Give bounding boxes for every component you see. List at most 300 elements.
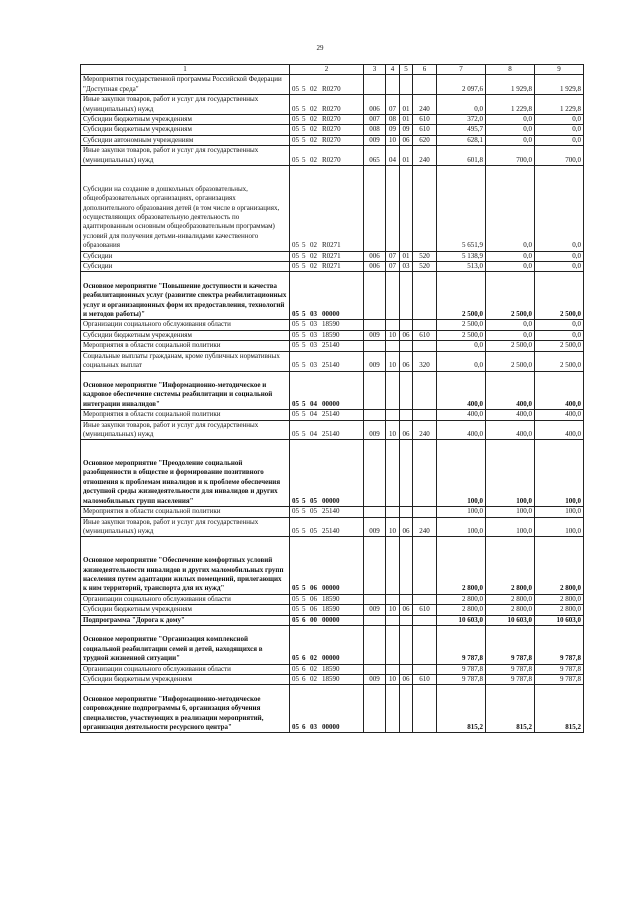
code-part: R0271 [322, 241, 341, 250]
amount-col8: 100,0 [486, 507, 535, 517]
subsection-code [400, 341, 413, 351]
target-article-code [290, 664, 364, 674]
section-code: 10 [386, 605, 400, 615]
code-part: 03 [310, 722, 317, 731]
amount-col9: 1 929,8 [535, 75, 584, 95]
code-part: 05 [292, 496, 299, 505]
table-row [81, 420, 584, 440]
grbs-code [364, 410, 386, 420]
row-name: Иные закупки товаров, работ и услуг для государственных (муниципальных) нужд [81, 95, 290, 115]
expense-type-code [413, 685, 437, 733]
code-part: 03 [310, 361, 317, 370]
table-row [81, 75, 584, 95]
code-part: 5 [302, 526, 306, 535]
code-part: 04 [310, 399, 317, 408]
row-name: Иные закупки товаров, работ и услуг для государственных (муниципальных) нужд [81, 517, 290, 537]
amount-col8: 9 787,8 [486, 625, 535, 664]
amount-col7: 0,0 [437, 95, 486, 115]
row-name: Субсидии на создание в дошкольных образовательных, общеобразовательных организациях, организациях дополнительного образования детей (в том числе в организациях, осуществляющих образовательную деятельность по адаптированным основным общеобразовательным программам) условий для получения детьми-инвалидами качественного образования [81, 166, 290, 252]
amount-col9: 9 787,8 [535, 625, 584, 664]
expense-type-code: 320 [413, 351, 437, 371]
code-part: 05 [310, 507, 317, 516]
target-article-code [290, 605, 364, 615]
code-part: 00000 [322, 615, 340, 624]
amount-col9: 0,0 [535, 115, 584, 125]
amount-col7: 0,0 [437, 341, 486, 351]
expense-type-code: 520 [413, 262, 437, 272]
amount-col9: 0,0 [535, 135, 584, 145]
code-part: 05 [292, 615, 299, 624]
amount-col7: 400,0 [437, 420, 486, 440]
code-part: 04 [310, 429, 317, 438]
amount-col9: 9 787,8 [535, 664, 584, 674]
amount-col8: 400,0 [486, 410, 535, 420]
code-part: 25140 [322, 361, 340, 370]
amount-col7: 100,0 [437, 440, 486, 507]
expense-type-code: 610 [413, 125, 437, 135]
table-row [81, 330, 584, 340]
section-code: 08 [386, 115, 400, 125]
amount-col8: 0,0 [486, 251, 535, 261]
code-part: 00 [310, 615, 317, 624]
code-part: R0270 [322, 104, 341, 113]
table-row [81, 440, 584, 507]
code-part: 5 [302, 330, 306, 339]
expense-type-code [413, 341, 437, 351]
amount-col7: 513,0 [437, 262, 486, 272]
amount-col7: 9 787,8 [437, 625, 486, 664]
grbs-code: 006 [364, 251, 386, 261]
code-part: R0270 [322, 155, 341, 164]
amount-col9: 100,0 [535, 507, 584, 517]
code-part: 00000 [322, 654, 340, 663]
section-code [386, 685, 400, 733]
amount-col7: 372,0 [437, 115, 486, 125]
amount-col8: 400,0 [486, 420, 535, 440]
subsection-code [400, 166, 413, 252]
section-code [386, 615, 400, 625]
grbs-code: 009 [364, 517, 386, 537]
amount-col9: 700,0 [535, 146, 584, 166]
table-row [81, 351, 584, 371]
amount-col8: 2 800,0 [486, 594, 535, 604]
code-part: 18590 [322, 605, 340, 614]
subsection-code: 06 [400, 674, 413, 684]
code-part: 02 [310, 104, 317, 113]
amount-col7: 9 787,8 [437, 664, 486, 674]
row-name: Субсидии бюджетным учреждениям [81, 605, 290, 615]
code-part: R0270 [322, 125, 341, 134]
section-code [386, 320, 400, 330]
code-part: 05 [292, 654, 299, 663]
row-name: Мероприятия государственной программы Российской Федерации "Доступная среда" [81, 75, 290, 95]
table-row [81, 625, 584, 664]
code-part: 05 [310, 526, 317, 535]
code-part: 05 [292, 507, 299, 516]
subsection-code [400, 272, 413, 320]
column-number: 4 [386, 65, 400, 75]
grbs-code [364, 594, 386, 604]
amount-col8: 815,2 [486, 685, 535, 733]
row-name: Организации социального обслуживания области [81, 320, 290, 330]
amount-col7: 495,7 [437, 125, 486, 135]
section-code [386, 625, 400, 664]
table-row [81, 125, 584, 135]
amount-col8: 0,0 [486, 262, 535, 272]
subsection-code [400, 625, 413, 664]
grbs-code [364, 664, 386, 674]
code-part: 06 [310, 584, 317, 593]
subsection-code [400, 320, 413, 330]
code-part: 6 [302, 654, 306, 663]
code-part: 03 [310, 330, 317, 339]
code-part: 6 [302, 722, 306, 731]
amount-col9: 0,0 [535, 125, 584, 135]
expense-type-code: 610 [413, 674, 437, 684]
amount-col8: 2 800,0 [486, 605, 535, 615]
code-part: 02 [310, 664, 317, 673]
subsection-code: 06 [400, 135, 413, 145]
amount-col9: 400,0 [535, 410, 584, 420]
amount-col7: 10 603,0 [437, 615, 486, 625]
table-row [81, 605, 584, 615]
code-part: 18590 [322, 320, 340, 329]
section-code [386, 166, 400, 252]
code-part: 02 [310, 155, 317, 164]
amount-col7: 628,1 [437, 135, 486, 145]
code-part: 05 [292, 262, 299, 271]
subsection-code [400, 440, 413, 507]
grbs-code: 009 [364, 674, 386, 684]
row-name: Основное мероприятие "Преодоление социальной разобщенности в обществе и формирование позитивного отношения к проблемам инвалидов и к проблеме обеспечения доступной среды жизнедеятельности для инвалидов и других маломобильных групп населения" [81, 440, 290, 507]
column-number: 8 [486, 65, 535, 75]
expense-type-code [413, 594, 437, 604]
section-code [386, 75, 400, 95]
code-part: 05 [292, 330, 299, 339]
code-part: 18590 [322, 594, 340, 603]
code-part: 6 [302, 664, 306, 673]
target-article-code [290, 330, 364, 340]
grbs-code: 007 [364, 115, 386, 125]
amount-col7: 2 800,0 [437, 537, 486, 594]
amount-col8: 2 500,0 [486, 351, 535, 371]
code-part: R0271 [322, 251, 341, 260]
target-article-code [290, 251, 364, 261]
column-number: 3 [364, 65, 386, 75]
code-part: 05 [292, 594, 299, 603]
table-row [81, 341, 584, 351]
amount-col8: 9 787,8 [486, 664, 535, 674]
code-part: 00000 [322, 310, 340, 319]
section-code: 10 [386, 517, 400, 537]
column-number: 1 [81, 65, 290, 75]
expense-type-code [413, 625, 437, 664]
row-name: Организации социального обслуживания области [81, 594, 290, 604]
section-code: 04 [386, 146, 400, 166]
grbs-code [364, 75, 386, 95]
grbs-code: 009 [364, 351, 386, 371]
subsection-code: 09 [400, 125, 413, 135]
amount-col9: 2 500,0 [535, 341, 584, 351]
code-part: 05 [292, 84, 299, 93]
grbs-code [364, 166, 386, 252]
amount-col8: 2 500,0 [486, 272, 535, 320]
target-article-code [290, 341, 364, 351]
amount-col7: 100,0 [437, 507, 486, 517]
table-row [81, 115, 584, 125]
subsection-code [400, 664, 413, 674]
amount-col8: 0,0 [486, 330, 535, 340]
table-row [81, 537, 584, 594]
amount-col8: 9 787,8 [486, 674, 535, 684]
subsection-code [400, 685, 413, 733]
row-name: Мероприятия в области социальной политики [81, 507, 290, 517]
amount-col7: 2 500,0 [437, 272, 486, 320]
subsection-code [400, 537, 413, 594]
code-part: 00000 [322, 496, 340, 505]
table-row [81, 594, 584, 604]
table-row [81, 615, 584, 625]
expense-type-code [413, 537, 437, 594]
expense-type-code: 240 [413, 517, 437, 537]
amount-col9: 0,0 [535, 320, 584, 330]
column-number: 6 [413, 65, 437, 75]
code-part: 03 [310, 320, 317, 329]
grbs-code [364, 341, 386, 351]
grbs-code [364, 507, 386, 517]
subsection-code: 01 [400, 146, 413, 166]
amount-col7: 2 800,0 [437, 605, 486, 615]
amount-col8: 0,0 [486, 320, 535, 330]
code-part: 5 [302, 104, 306, 113]
section-code: 10 [386, 330, 400, 340]
target-article-code [290, 320, 364, 330]
expense-type-code: 610 [413, 115, 437, 125]
code-part: 5 [302, 399, 306, 408]
row-name: Социальные выплаты гражданам, кроме публичных нормативных социальных выплат [81, 351, 290, 371]
target-article-code [290, 125, 364, 135]
row-name: Основное мероприятие "Организация комплексной социальной реабилитации семей и детей, находящихся в трудной жизненной ситуации" [81, 625, 290, 664]
code-part: 05 [292, 155, 299, 164]
table-row [81, 410, 584, 420]
expense-type-code [413, 410, 437, 420]
row-name: Организации социального обслуживания области [81, 664, 290, 674]
target-article-code [290, 272, 364, 320]
grbs-code: 008 [364, 125, 386, 135]
code-part: 5 [302, 605, 306, 614]
amount-col9: 100,0 [535, 440, 584, 507]
expense-type-code [413, 615, 437, 625]
target-article-code [290, 440, 364, 507]
code-part: 02 [310, 674, 317, 683]
subsection-code: 01 [400, 95, 413, 115]
amount-col9: 0,0 [535, 251, 584, 261]
amount-col8: 100,0 [486, 440, 535, 507]
row-name: Основное мероприятие "Информационно-методическое и кадровое обеспечение системы реабилитации и социальной интеграции инвалидов" [81, 371, 290, 410]
code-part: 05 [292, 664, 299, 673]
section-code: 07 [386, 95, 400, 115]
section-code: 10 [386, 351, 400, 371]
page-number: 29 [316, 44, 324, 52]
target-article-code [290, 674, 364, 684]
code-part: 5 [302, 507, 306, 516]
expense-type-code [413, 371, 437, 410]
amount-col7: 815,2 [437, 685, 486, 733]
grbs-code [364, 440, 386, 507]
expense-type-code [413, 272, 437, 320]
grbs-code [364, 371, 386, 410]
expense-type-code: 240 [413, 146, 437, 166]
code-part: 02 [310, 241, 317, 250]
amount-col8: 0,0 [486, 115, 535, 125]
target-article-code [290, 115, 364, 125]
amount-col7: 2 800,0 [437, 594, 486, 604]
amount-col9: 0,0 [535, 262, 584, 272]
section-code [386, 507, 400, 517]
code-part: 5 [302, 310, 306, 319]
target-article-code [290, 166, 364, 252]
amount-col9: 0,0 [535, 330, 584, 340]
table-row [81, 664, 584, 674]
target-article-code [290, 135, 364, 145]
subsection-code: 03 [400, 262, 413, 272]
amount-col8: 0,0 [486, 125, 535, 135]
code-part: 06 [310, 605, 317, 614]
amount-col7: 0,0 [437, 351, 486, 371]
expense-type-code [413, 75, 437, 95]
code-part: 18590 [322, 674, 340, 683]
section-code: 10 [386, 674, 400, 684]
code-part: 18590 [322, 330, 340, 339]
code-part: 03 [310, 310, 317, 319]
code-part: 00000 [322, 722, 340, 731]
row-name: Иные закупки товаров, работ и услуг для государственных (муниципальных) нужд [81, 146, 290, 166]
table-row [81, 320, 584, 330]
grbs-code: 065 [364, 146, 386, 166]
code-part: 02 [310, 251, 317, 260]
amount-col8: 700,0 [486, 146, 535, 166]
section-code: 10 [386, 135, 400, 145]
code-part: 05 [292, 526, 299, 535]
code-part: 25140 [322, 526, 340, 535]
amount-col9: 9 787,8 [535, 674, 584, 684]
code-part: 25140 [322, 410, 340, 419]
target-article-code [290, 537, 364, 594]
code-part: 5 [302, 496, 306, 505]
grbs-code: 006 [364, 262, 386, 272]
column-number: 9 [535, 65, 584, 75]
amount-col8: 1 929,8 [486, 75, 535, 95]
subsection-code: 01 [400, 251, 413, 261]
amount-col8: 2 500,0 [486, 341, 535, 351]
amount-col9: 10 603,0 [535, 615, 584, 625]
table-row [81, 166, 584, 252]
grbs-code [364, 537, 386, 594]
code-part: 05 [292, 361, 299, 370]
amount-col9: 100,0 [535, 517, 584, 537]
row-name: Основное мероприятие "Повышение доступности и качества реабилитационных услуг (развитие спектра реабилитационных услуг и организационных форм их предоставления, технологий и методов работы)" [81, 272, 290, 320]
code-part: 5 [302, 125, 306, 134]
amount-col9: 2 500,0 [535, 272, 584, 320]
subsection-code [400, 371, 413, 410]
code-part: 05 [292, 251, 299, 260]
section-code [386, 537, 400, 594]
code-part: 5 [302, 135, 306, 144]
amount-col7: 400,0 [437, 410, 486, 420]
code-part: 05 [292, 399, 299, 408]
amount-col9: 2 800,0 [535, 594, 584, 604]
section-code [386, 410, 400, 420]
column-number: 2 [290, 65, 364, 75]
table-row [81, 674, 584, 684]
grbs-code: 009 [364, 330, 386, 340]
grbs-code: 009 [364, 605, 386, 615]
code-part: 5 [302, 262, 306, 271]
target-article-code [290, 146, 364, 166]
code-part: 05 [292, 125, 299, 134]
row-name: Иные закупки товаров, работ и услуг для государственных (муниципальных) нужд [81, 420, 290, 440]
amount-col9: 1 229,8 [535, 95, 584, 115]
subsection-code: 06 [400, 517, 413, 537]
row-name: Подпрограмма "Дорога к дому" [81, 615, 290, 625]
expense-type-code [413, 166, 437, 252]
code-part: 05 [292, 605, 299, 614]
section-code: 09 [386, 125, 400, 135]
amount-col8: 2 800,0 [486, 537, 535, 594]
subsection-code: 06 [400, 605, 413, 615]
target-article-code [290, 507, 364, 517]
code-part: 5 [302, 341, 306, 350]
row-name: Основное мероприятие "Обеспечение комфортных условий жизнедеятельности инвалидов и других маломобильных групп населения путем адаптации жилых помещений, прилегающих к ним территорий, транспорта для их нужд" [81, 537, 290, 594]
expense-type-code [413, 320, 437, 330]
code-part: 05 [310, 496, 317, 505]
code-part: 5 [302, 584, 306, 593]
code-part: 00000 [322, 399, 340, 408]
target-article-code [290, 625, 364, 664]
target-article-code [290, 685, 364, 733]
subsection-code [400, 615, 413, 625]
grbs-code [364, 685, 386, 733]
amount-col9: 2 500,0 [535, 351, 584, 371]
code-part: 02 [310, 262, 317, 271]
amount-col9: 0,0 [535, 166, 584, 252]
code-part: 04 [310, 410, 317, 419]
expense-type-code: 240 [413, 420, 437, 440]
subsection-code: 06 [400, 351, 413, 371]
code-part: 05 [292, 674, 299, 683]
code-part: 5 [302, 429, 306, 438]
code-part: 18590 [322, 664, 340, 673]
amount-col7: 100,0 [437, 517, 486, 537]
column-number: 7 [437, 65, 486, 75]
subsection-code [400, 507, 413, 517]
target-article-code [290, 420, 364, 440]
amount-col7: 2 097,6 [437, 75, 486, 95]
code-part: 02 [310, 654, 317, 663]
grbs-code: 009 [364, 420, 386, 440]
row-name: Субсидии [81, 262, 290, 272]
section-code: 07 [386, 251, 400, 261]
section-code: 10 [386, 420, 400, 440]
amount-col7: 2 500,0 [437, 330, 486, 340]
code-part: 5 [302, 115, 306, 124]
section-code [386, 371, 400, 410]
code-part: R0270 [322, 135, 341, 144]
expense-type-code [413, 507, 437, 517]
table-row [81, 272, 584, 320]
code-part: 05 [292, 341, 299, 350]
table-row [81, 371, 584, 410]
